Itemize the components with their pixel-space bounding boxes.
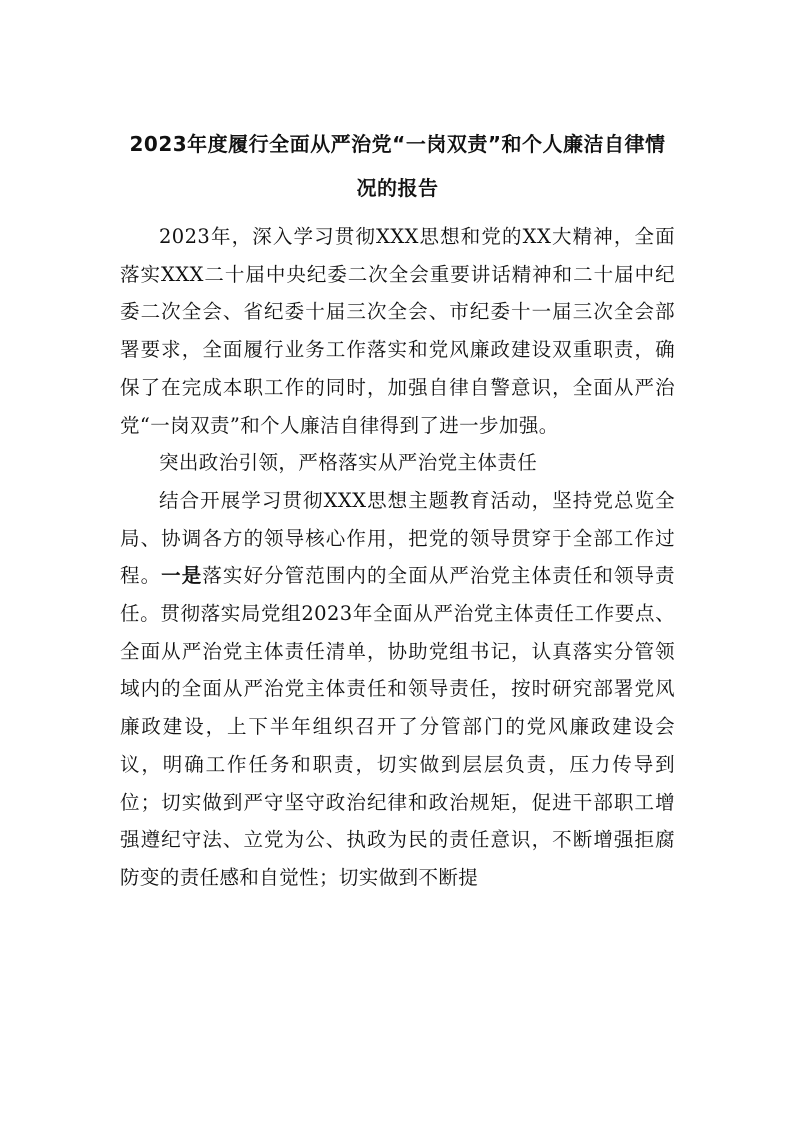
document-body xyxy=(120,218,675,897)
document-title xyxy=(120,122,675,210)
emphasis-label: 一是 xyxy=(161,564,203,588)
title-line-1: 2023年度履行全面从严治党“一岗双责”和个人廉洁自律情 xyxy=(129,132,666,156)
section-paragraph xyxy=(120,482,675,897)
section-paragraph-rest: 落实好分管范围内的全面从严治党主体责任和领导责任。贯彻落实局党组2023年全面从严治党主体责任工作要点、全面从严治党主体责任清单，协助党组书记，认真落实分管领域内的全面从严治党主体责任和领导责任，按时研究部署党风廉政建设，上下半年组织召开了分管部门的党风廉政建设会议，明确工作任务和职责，切实做到层层负责，压力传导到位；切实做到严守坚守政治纪律和政治规矩，促进干部职工增强遵纪守法、立党为公、执政为民的责任意识，不断增强拒腐防变的责任感和自觉性；切实做到不断提 xyxy=(120,564,675,889)
section-paragraph-start: 结合开展学习贯彻XXX思想主题教育活动，坚持党总览全局、协调各方的领导核心作用，把党的领导贯穿于全部工作过程。 xyxy=(120,488,675,588)
section-heading: 突出政治引领，严格落实从严治党主体责任 xyxy=(159,451,538,475)
title-line-2: 况的报告 xyxy=(356,176,439,200)
intro-paragraph: 2023年，深入学习贯彻XXX思想和党的XX大精神，全面落实XXX二十届中央纪委二次全会重要讲话精神和二十届中纪委二次全会、省纪委十届三次全会、市纪委十一届三次全会部署要求，全面履行业务工作落实和党风廉政建设双重职责，确保了在完成本职工作的同时，加强自律自警意识，全面从严治党“一岗双责”和个人廉洁自律得到了进一步加强。 xyxy=(120,225,675,437)
